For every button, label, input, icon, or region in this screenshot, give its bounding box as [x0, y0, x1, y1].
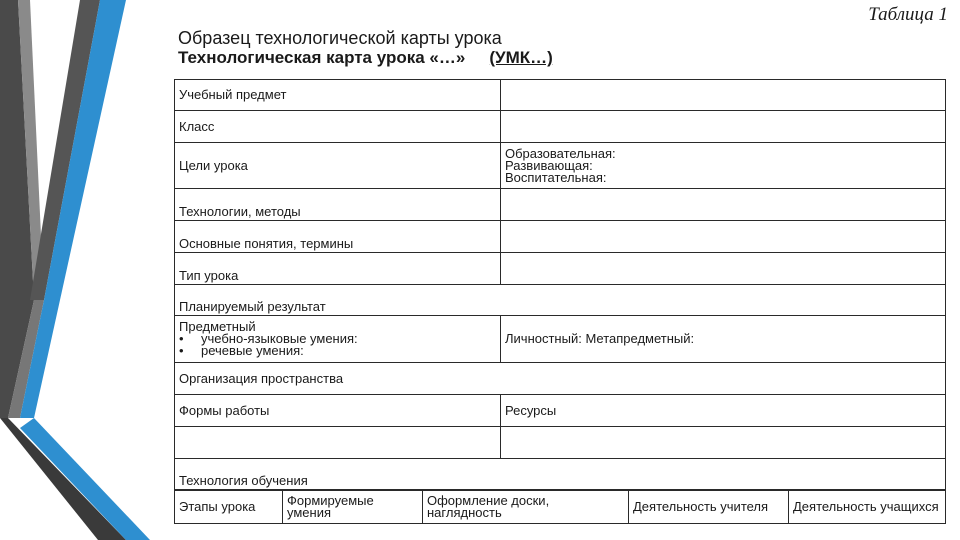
technologies-value[interactable] [501, 189, 946, 221]
goal-developmental: Развивающая: [505, 157, 593, 173]
table-row [175, 316, 946, 363]
table-row [175, 221, 946, 253]
work-forms-label: Формы работы [175, 395, 501, 427]
concepts-label: Основные понятия, термины [175, 221, 501, 253]
goal-upbringing: Воспитательная: [505, 169, 607, 185]
work-forms-value[interactable] [175, 427, 501, 459]
table-row [175, 285, 946, 316]
planned-result-label: Планируемый результат [175, 285, 946, 316]
resources-value[interactable] [501, 427, 946, 459]
table-row [175, 395, 946, 427]
technologies-label: Технологии, методы [175, 189, 501, 221]
title-block [178, 28, 553, 68]
table-number-label: Таблица 1 [868, 4, 948, 25]
goal-educational: Образовательная: [505, 145, 616, 161]
lesson-plan-table [174, 79, 946, 490]
subject-result-item: • учебно-языковые умения: [179, 333, 496, 345]
subject-label: Учебный предмет [175, 80, 501, 111]
document-title: Образец технологической карты урока [178, 28, 502, 48]
personal-meta-cell[interactable]: Личностный: Метапредметный: [501, 316, 946, 363]
table-row [175, 80, 946, 111]
subject-result-heading: Предметный [179, 319, 256, 334]
subject-result-cell[interactable] [175, 316, 501, 363]
goals-value[interactable] [501, 143, 946, 189]
skills-header: Формируемые умения [283, 491, 423, 524]
table-row [175, 459, 946, 490]
table-row [175, 253, 946, 285]
subject-value[interactable] [501, 80, 946, 111]
lesson-type-value[interactable] [501, 253, 946, 285]
table-row [175, 143, 946, 189]
subject-result-item: • речевые умения: [179, 345, 496, 357]
lesson-stages-table [174, 490, 946, 524]
students-activity-header: Деятельность учащихся [789, 491, 946, 524]
lesson-type-label: Тип урока [175, 253, 501, 285]
decorative-stripes [0, 0, 190, 540]
subtitle-text: Технологическая карта урока «…» [178, 48, 466, 67]
stage-header: Этапы урока [175, 491, 283, 524]
table-row [175, 427, 946, 459]
learning-tech-label: Технология обучения [175, 459, 946, 490]
table-row [175, 111, 946, 143]
goals-label: Цели урока [175, 143, 501, 189]
document-subtitle [178, 48, 553, 68]
class-label: Класс [175, 111, 501, 143]
class-value[interactable] [501, 111, 946, 143]
resources-label: Ресурсы [501, 395, 946, 427]
table-row [175, 189, 946, 221]
space-org-label: Организация пространства [175, 363, 946, 395]
table-row [175, 491, 946, 524]
table-row [175, 363, 946, 395]
board-header: Оформление доски, наглядность [423, 491, 629, 524]
teacher-activity-header: Деятельность учителя [629, 491, 789, 524]
concepts-value[interactable] [501, 221, 946, 253]
umk-label: (УМК…) [489, 48, 553, 67]
